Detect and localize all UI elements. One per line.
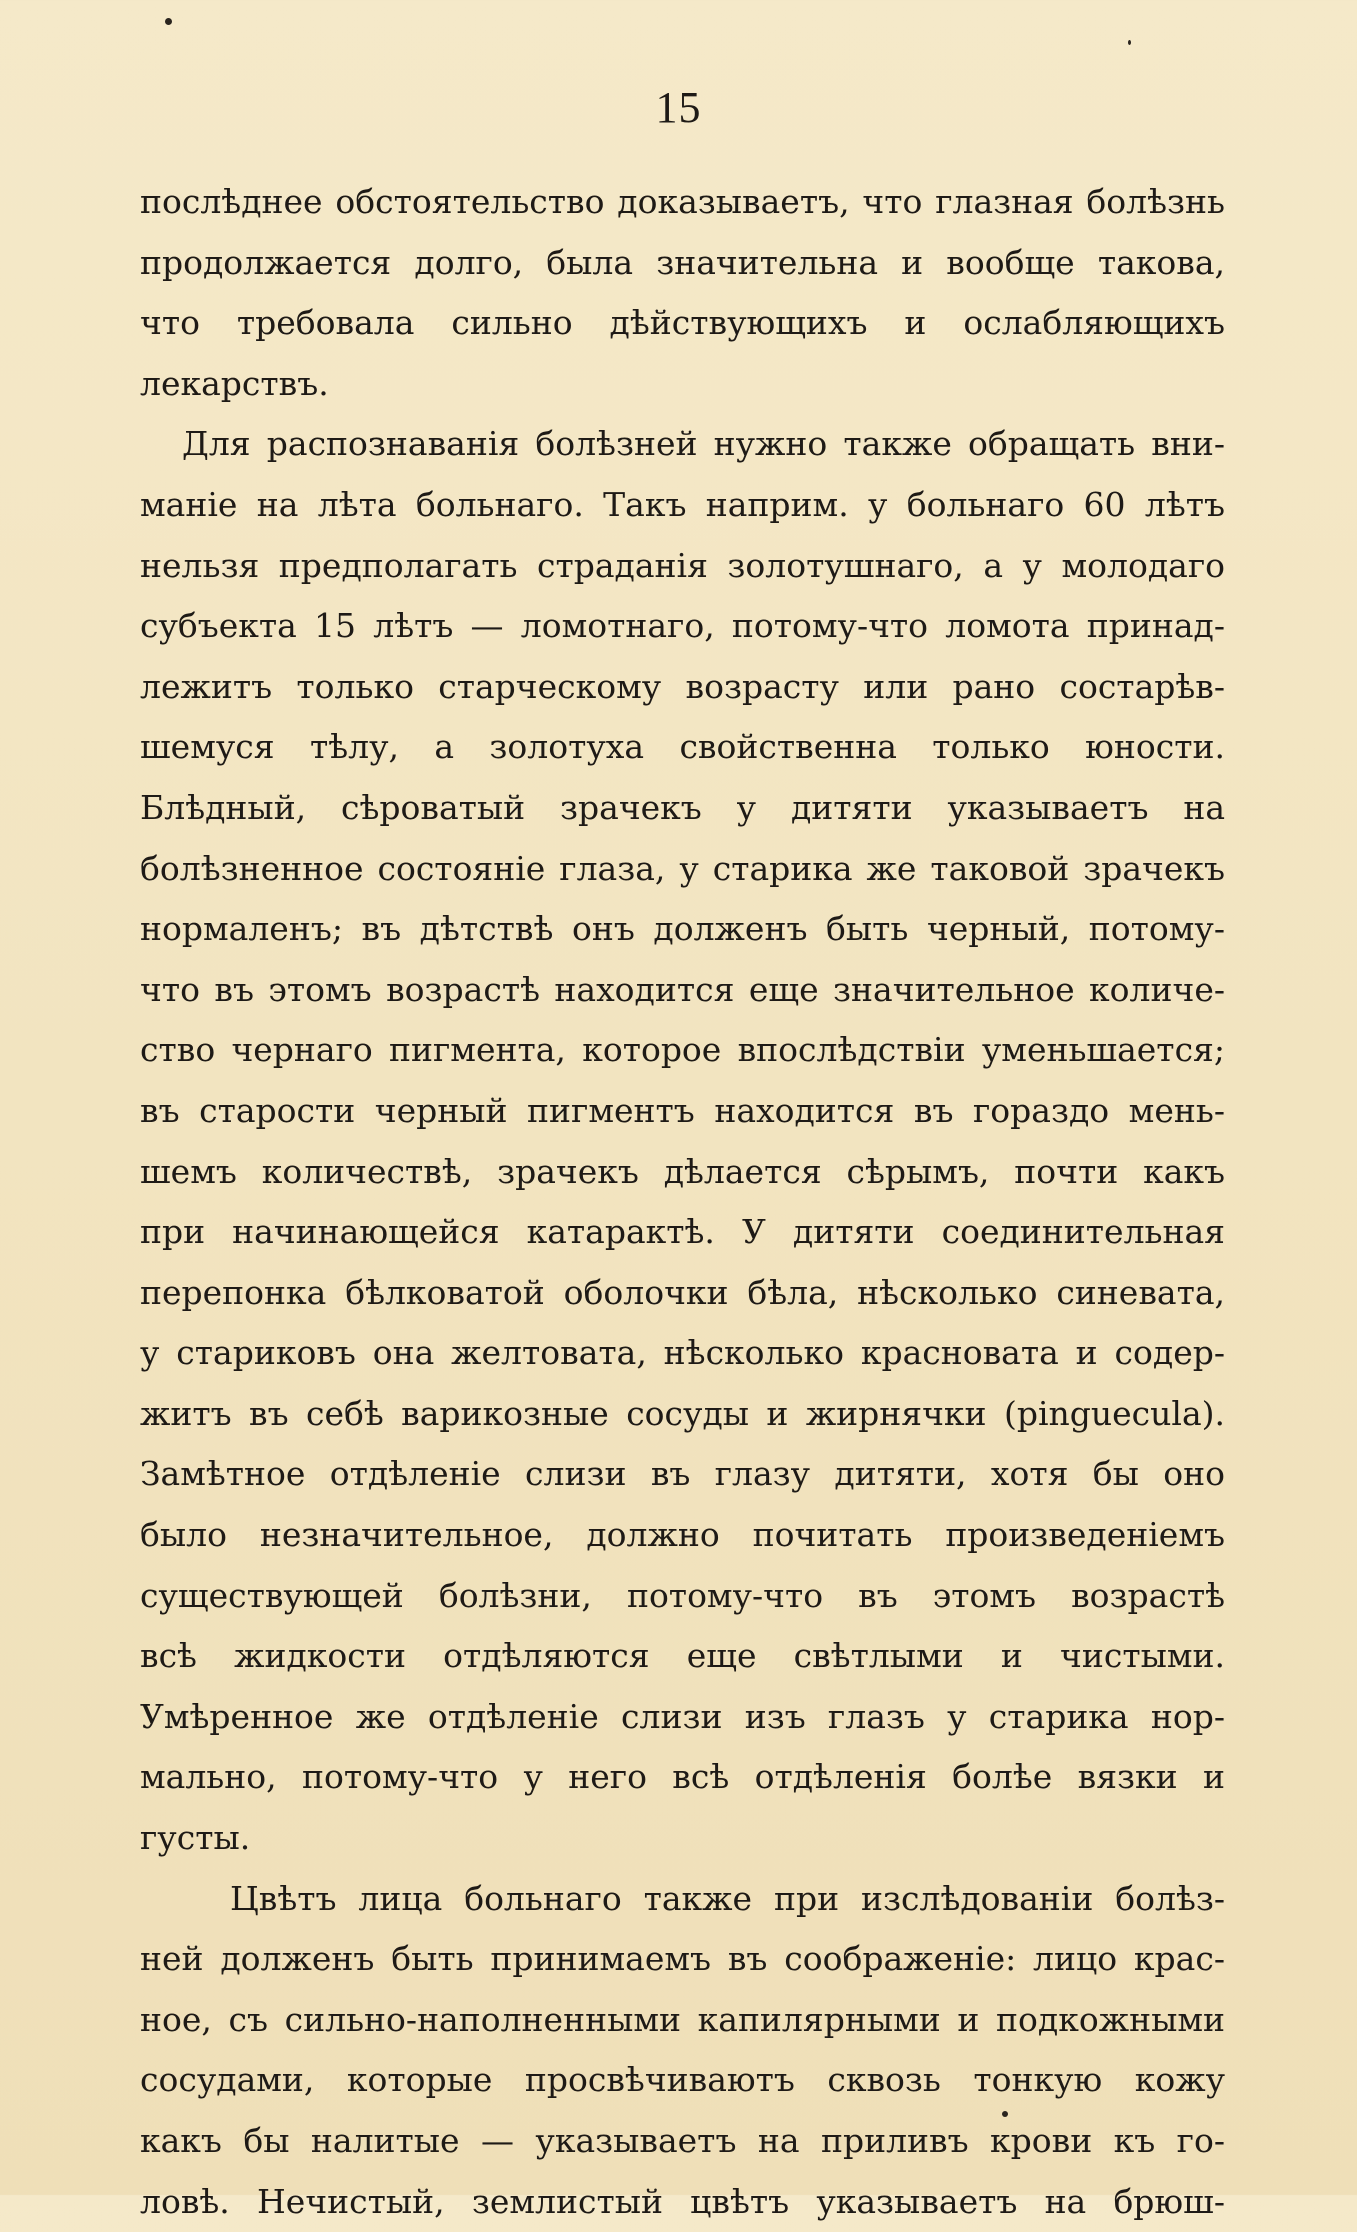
text-line: лежитъ только старческому возрасту или рано состарѣв- xyxy=(140,666,1225,706)
text-line: густы. xyxy=(140,1818,251,1858)
text-line: мально, потому-что у него всѣ отдѣленія болѣе вязки и xyxy=(140,1757,1225,1797)
text-line: субъекта 15 лѣтъ — ломотнаго, потому-что ломота принад- xyxy=(140,606,1225,646)
text-line: ное, съ сильно-наполненными капилярными и подкожными xyxy=(140,1999,1225,2039)
text-line: лекарствъ. xyxy=(140,363,329,403)
text-line: всѣ жидкости отдѣляются еще свѣтлыми и чистыми. xyxy=(140,1636,1225,1676)
text-line: ловѣ. Нечистый, землистый цвѣтъ указываетъ на брюш- xyxy=(140,2181,1225,2221)
text-line: Цвѣтъ лица больнаго также при изслѣдованіи болѣз- xyxy=(230,1878,1225,1918)
text-line: было незначительное, должно почитать произведеніемъ xyxy=(140,1515,1225,1555)
text-line: нельзя предполагать страданія золотушнаго, а у молодаго xyxy=(140,545,1225,585)
text-line: существующей болѣзни, потому-что въ этомъ возрастѣ xyxy=(140,1575,1225,1615)
text-line: у стариковъ она желтовата, нѣсколько красновата и содер- xyxy=(140,1333,1225,1373)
text-line: ней долженъ быть принимаемъ въ соображеніе: лицо крас- xyxy=(140,1939,1225,1979)
text-line: перепонка бѣлковатой оболочки бѣла, нѣсколько синевата, xyxy=(140,1272,1225,1312)
text-line: нормаленъ; въ дѣтствѣ онъ долженъ быть черный, потому- xyxy=(140,909,1225,949)
text-line: болѣзненное состояніе глаза, у старика же таковой зрачекъ xyxy=(140,848,1225,888)
text-line: Замѣтное отдѣленіе слизи въ глазу дитяти, хотя бы оно xyxy=(140,1454,1225,1494)
text-line: что въ этомъ возрастѣ находится еще значительное количе- xyxy=(140,969,1225,1009)
text-line: послѣднее обстоятельство доказываетъ, что глазная болѣзнь xyxy=(140,182,1225,221)
text-line: при начинающейся катарактѣ. У дитяти соединительная xyxy=(140,1212,1225,1252)
text-line: въ старости черный пигментъ находится въ гораздо мень- xyxy=(140,1090,1225,1130)
text-line: продолжается долго, была значительна и вообще такова, xyxy=(140,242,1225,282)
text-line: Для распознаванія болѣзней нужно также обращать вни- xyxy=(182,424,1225,464)
text-line: шемъ количествѣ, зрачекъ дѣлается сѣрымъ, почти какъ xyxy=(140,1151,1225,1191)
print-speck xyxy=(1128,40,1131,45)
text-line: маніе на лѣта больнаго. Такъ наприм. у больнаго 60 лѣтъ xyxy=(140,484,1225,524)
text-line: какъ бы налитые — указываетъ на приливъ крови къ го- xyxy=(140,2121,1225,2160)
print-speck xyxy=(1002,2111,1008,2117)
text-line: ство чернаго пигмента, которое впослѣдствіи уменьшается; xyxy=(140,1030,1225,1070)
body-text xyxy=(140,172,1225,2232)
print-speck xyxy=(165,18,172,25)
page-number: 15 xyxy=(655,83,702,132)
text-line: шемуся тѣлу, а золотуха свойственна только юности. xyxy=(140,727,1225,767)
text-line: что требовала сильно дѣйствующихъ и ослабляющихъ xyxy=(140,303,1225,343)
text-line: сосудами, которые просвѣчиваютъ сквозь тонкую кожу xyxy=(140,2060,1225,2100)
text-line: житъ въ себѣ варикозные сосуды и жирнячки (pinguecula). xyxy=(140,1393,1225,1433)
text-line: Блѣдный, сѣроватый зрачекъ у дитяти указываетъ на xyxy=(140,787,1225,827)
text-line: Умѣренное же отдѣленіе слизи изъ глазъ у старика нор- xyxy=(140,1696,1225,1736)
